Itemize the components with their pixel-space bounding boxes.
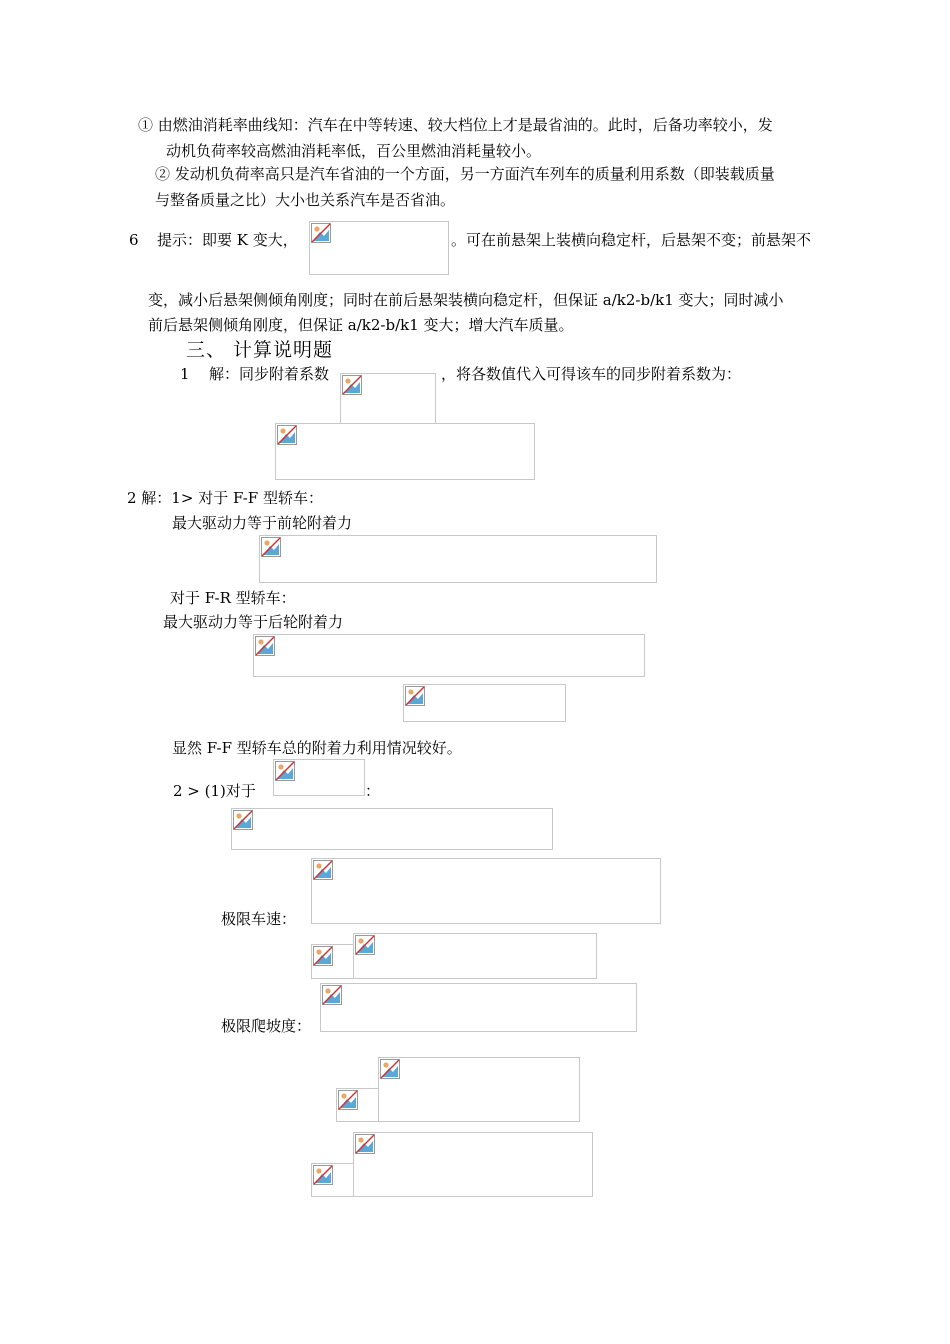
q1-tail: ，将各数值代入可得该车的同步附着系数为： [441,365,742,383]
formula-image-grade-3a [311,1163,354,1197]
formula-image-k [309,221,449,275]
formula-image-grade-3b [353,1132,593,1197]
formula-image-grade-2b [378,1057,580,1122]
formula-image-q2b-subject [273,759,365,796]
q1-number: 1 [180,365,190,383]
broken-image-icon [277,425,297,445]
item-6-tail: 。可在前悬架上装横向稳定杆，后悬架不变；前悬架不 [451,231,812,249]
q2b-heading: 2 > (1)对于 [173,782,256,800]
broken-image-icon [342,375,362,395]
broken-image-icon [311,223,331,243]
formula-image-q2b-1 [231,808,553,850]
item-6-line-3: 前后悬架侧倾角刚度，但保证 a/k2-b/k1 变大；增大汽车质量。 [148,316,574,334]
formula-image-speed-2b [353,933,597,979]
q2-ff-text: 最大驱动力等于前轮附着力 [172,514,353,532]
paragraph-1-line-1: ① 由燃油消耗率曲线知：汽车在中等转速、较大档位上才是最省油的。此时，后备功率较小，发 [138,116,773,134]
q2-heading: 2 解：1> 对于 F-F 型轿车： [127,489,323,507]
paragraph-2-line-2: 与整备质量之比）大小也关系汽车是否省油。 [155,191,456,209]
formula-image-phi0-value [275,423,535,480]
q2b-colon: ： [365,782,381,800]
q2-fr-heading: 对于 F-R 型轿车： [170,589,296,607]
formula-image-phi0 [340,373,436,430]
broken-image-icon [313,1165,333,1185]
broken-image-icon [233,810,253,830]
formula-image-grade-1 [320,983,637,1032]
q2-fr-text: 最大驱动力等于后轮附着力 [163,613,344,631]
broken-image-icon [255,636,275,656]
limit-grade-label: 极限爬坡度： [221,1017,312,1035]
item-6-line-2: 变，减小后悬架侧倾角刚度；同时在前后悬架装横向稳定杆，但保证 a/k2-b/k1 变大；同时减小 [148,291,784,309]
broken-image-icon [338,1090,358,1110]
broken-image-icon [261,537,281,557]
paragraph-1-line-2: 动机负荷率较高燃油消耗率低，百公里燃油消耗量较小。 [166,142,542,160]
broken-image-icon [355,1134,375,1154]
broken-image-icon [355,935,375,955]
broken-image-icon [275,761,295,781]
broken-image-icon [380,1059,400,1079]
paragraph-2-line-1: ② 发动机负荷率高只是汽车省油的一个方面，另一方面汽车列车的质量利用系数（即装载质量 [155,165,775,183]
formula-image-grade-2a [336,1088,379,1122]
formula-image-ff [259,535,657,583]
formula-image-speed-2a [311,944,354,979]
broken-image-icon [322,985,342,1005]
formula-image-fr [253,634,645,677]
broken-image-icon [405,686,425,706]
q1-lead: 解：同步附着系数 [209,365,330,383]
item-6-lead: 提示：即要 K 变大， [157,231,298,249]
broken-image-icon [313,860,333,880]
q2-conclusion: 显然 F-F 型轿车总的附着力利用情况较好。 [172,739,462,757]
item-6-number: 6 [129,231,139,249]
formula-image-fr-2 [403,684,566,722]
broken-image-icon [313,946,333,966]
section-3-heading: 三、 计算说明题 [186,339,334,361]
formula-image-speed-1 [311,858,661,924]
limit-speed-label: 极限车速： [221,910,297,928]
